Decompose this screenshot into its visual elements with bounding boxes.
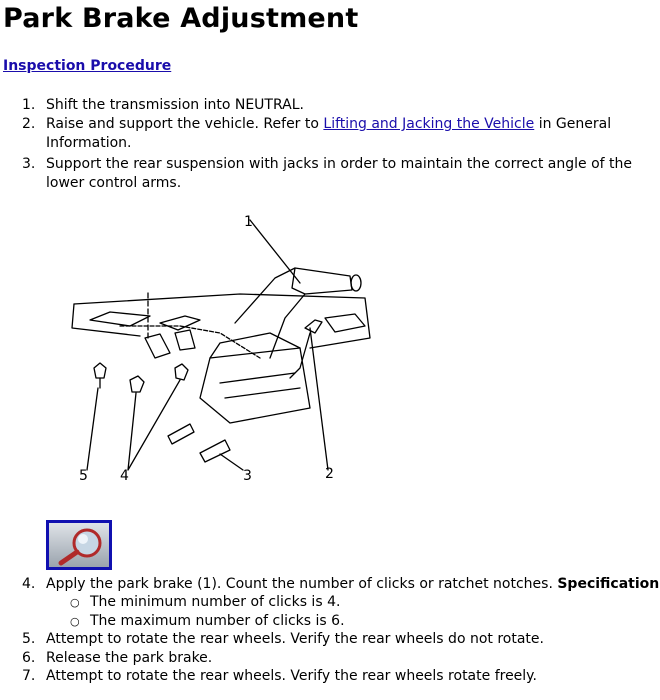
switch-wire xyxy=(290,333,310,378)
step-text: Attempt to rotate the rear wheels. Verify the rear wheels do not rotate. xyxy=(46,631,544,647)
console-left-outline xyxy=(72,304,140,336)
step-number: 5. xyxy=(22,631,36,647)
step-number: 1. xyxy=(22,97,36,113)
step-number: 3. xyxy=(22,156,36,172)
callout-2: 2 xyxy=(325,466,334,482)
lever-base-ribs xyxy=(220,373,300,398)
lever-base xyxy=(200,348,310,423)
step-text xyxy=(46,115,646,134)
bullet-icon: ○ xyxy=(70,596,80,609)
leader-4 xyxy=(128,380,180,470)
step-number: 2. xyxy=(22,116,36,132)
leader-5 xyxy=(87,388,98,470)
inspection-procedure-link[interactable]: Inspection Procedure xyxy=(3,58,172,74)
step-number: 7. xyxy=(22,668,36,684)
callout-4: 4 xyxy=(120,468,129,484)
step-number: 4. xyxy=(22,576,36,592)
step-text: Shift the transmission into NEUTRAL. xyxy=(46,97,304,113)
bolt-upper xyxy=(168,424,194,444)
console-top-outline xyxy=(74,294,370,348)
bracket-right xyxy=(325,314,365,332)
bolt-4a xyxy=(130,376,144,392)
bolt-5 xyxy=(94,363,106,378)
leader-3 xyxy=(220,454,243,470)
bullet-icon: ○ xyxy=(70,615,80,628)
switch-connector xyxy=(305,320,322,333)
callout-1: 1 xyxy=(244,214,253,230)
step-text: Information. xyxy=(46,135,132,151)
step-number: 6. xyxy=(22,650,36,666)
bolt-3 xyxy=(200,440,230,462)
spec-text: The minimum number of clicks is 4. xyxy=(90,594,341,610)
step-text: lower control arms. xyxy=(46,175,182,191)
callout-5: 5 xyxy=(79,468,88,484)
step-text xyxy=(46,575,660,594)
nut-right xyxy=(175,330,195,350)
park-brake-diagram xyxy=(60,208,390,488)
callout-3: 3 xyxy=(243,468,252,484)
page-title: Park Brake Adjustment xyxy=(3,3,359,34)
step-text: Support the rear suspension with jacks in order to maintain the correct angle of the xyxy=(46,156,633,172)
step-text: Attempt to rotate the rear wheels. Verify the rear wheels rotate freely. xyxy=(46,668,537,684)
leader-2 xyxy=(310,328,328,470)
spec-text: The maximum number of clicks is 6. xyxy=(90,613,345,629)
magnifier-icon xyxy=(49,523,109,567)
step-text-pre: Raise and support the vehicle. Refer to xyxy=(46,116,324,132)
step-text-main: Apply the park brake (1). Count the number of clicks or ratchet notches. xyxy=(46,576,558,592)
bracket-left xyxy=(90,312,150,326)
bolt-4b xyxy=(175,364,188,380)
leader-1 xyxy=(250,220,300,283)
lever-button xyxy=(351,275,361,291)
specification-label: Specification xyxy=(557,576,660,592)
lifting-jacking-link[interactable]: Lifting and Jacking the Vehicle xyxy=(323,116,535,132)
zoom-figure-button[interactable] xyxy=(46,520,112,570)
step-text-post: in General xyxy=(534,116,612,132)
nut-left xyxy=(145,334,170,358)
step-text: Release the park brake. xyxy=(46,650,213,666)
